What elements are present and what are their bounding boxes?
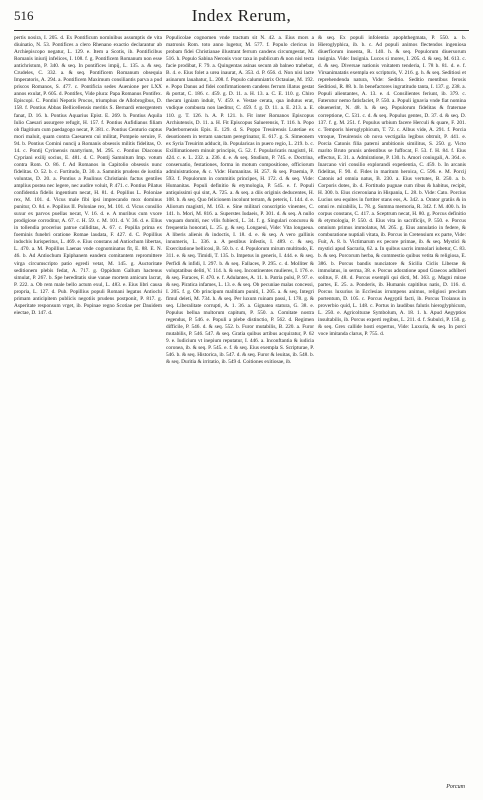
index-column-right — [318, 35, 466, 338]
column-text: pertis nosira, I. 205. d. Ex Pontificum nominibus assumptis de vita diuinatio, N. 53. Pontifices a clero Rhenano exactio declarantur ab Archiepiscopo negatur, L. 129. e. Item a Scotis, ib. Pontificibus Romanis iniurij infelices, I. 108. f. g. Pontificem Romanum non esse antichristum, P. 340. & seq. In pontifices impij, L. 135. a. & seq. Crudeles, C. 332. a. & seq. Pontificem Romanum obsequia Imperatoris, A. 294. a. Pontificem Maximum consiliantis parva a pud priscos Romanos, S. 477. c. Pontificia sedes Auenione per LXX annos exulat, P. 605. d. Pontifex, Vide plura: Papa Romanus Pontifex. Episcopi. C. Pontini Nepotis Procos, triumphus de Allobrogibus, D. 158. f. Pontius Abbas Bellicellensis meritis S. Bernardi emergentem fanat, D. 16. h. Pontius Aquarius Epist. E. 269. b. Pontius Aquila Iulio Caesari assurgere refugit, H. 157. f. Pontius Aufidianus filiam ob flagitium cum paedagogo necat, P. 381. c. Pontius Centurio captus mori maluit, quam contra Caesarem cui militat, Pompeio seruire, F. 94. b. Pontius Comini nuncij a Romanis obsessis militis fidelitas, O. 14. c. Pontij Cyrinensis martyrium, M. 295. c. Pontius Diaconus Cypriani exilij socius, E. 481. d. C. Pontij Samnitum Imp. votum contra Rom. O. 86. f. Ad Romanos in Capitolio obsessis nunc fidelitas. O. 52. b. c. Fortitudo, D. 30. a. Samnitis prudens de iustitia voluntas, D. 20. a. Pontius a Paulinus Christianis factus gentiles amplius postea nec legere, nec audire voluit, P. 471. c. Pontius Pilatus confidentia fidelis ingentium necat, H. 81. d. Popilius L. Poloniae rex, M. 101. d. Vicus male fibi ipsi imprecando mox dominus punitur, O. 84. e. Popilius II. Poloniae rex, M. 101. d. Vicus consilio suxur ex parvos puellas necat, V. 16. d. e. A muribus cum vxore prodigiose corroditur, A. 67. c. H. 59. c. M. 101. d. V. 36. d. e. Elius in tollendia procerius patrue calliditas, A. 67. c. Popilia prima ex foeminis funebri oratione Romae laudata, F. 427. d. C. Popillius indochis Iurisperitus, L. 469. e. Eius constans ad Antiochum libertas, L. 470. a. M. Popillius Laenas vnde cognominatus fit, E. 88. E. N. 46. b. Ad Antiochum Epiphanem eandem comitantem repromittere virga circumscripto patio egredi vetat, M. 145. g. Auctoritate seditionem plebis fedat, A. 717. g. Oppidum Gallum hactenus simulat, P. 267. b. Spe hereditatis siue vanae mortem amicum lacrat, P. 222. a. Ob rem male bello actum exul, L. 483. e. Eius libri causa propria, L. 127. d. Pub. Popillius populi Romani legatus Antiochi primam anticipitem publicis negotiis prudens postponit, P. 817. g. Asperitate responsum vrget, ib. Popinae regno Scotiae per Dauidem eiectae, D. 147. d. — [14, 35, 162, 316]
column-text: & seq. Ex populi infolentia apophthegmata, P. 550. a. b. Hieroglyphica, ib. b. c. Ad populi animos flectendos ingeniosa diuerfiorum inuenta, R. 140. h. & seq. Populorum diuersorum insignia. Vide: Insignia. Lucos si mores, I. 205. d. & seq. M. 613. c. d. & seq. Diversae nationis vnitatem tenderia, I. 78 b. 81. d. e. f. Virsanimatatis exempla ex scripturis, V. 216. g. h. & seq. Seditiosi et reprehendenda natura, Vide: Seditio. Seditio mentibus ferosis Seditiosi, R. 88. b. In benefactores ingratitudo tanta, I. 137. g. 238. a. Populi alientantes, A. 13. e. 4. Consilientes feriunt, ib. 379. c. Faterutur nemo fatisfaciet, P. 550. a. Populi ignavia vnde fiat nomina obuenerint, N. 48. h. & seq. Populorum fidelitas & fraternae correptione, C. 531. c. d. & seq. Populus gentes, D. 37. d. & seq. D. 137. f. g. M. 251. f. Populus urbium facere Herculi & quare, F. 201. c. Temporis hieroglyphicum, T. 72. c. Albus vide, A. 291. f. Porcia vtroque, Treuirensis ob nova vectigalia legibus obtruit, P. 441. e. Porcia Catonis filia paterni ambitionis similitus, S. 250. g. Victo marito Bruto prunis ardentibus se fuffocat, F. 53. f. H. 84. f. Eius effectus, E. 31. a. Admiratione, P. 130. h. Amori coniugali, A. 364. e. Inarcano viri consilio explorandi expetientia, C. 459. b. In arcanis fidelitas, F. 90. d. Fides in maritum heroica, C. 596. e. M. Porcij Catonis ad omnia natus, B. 230. a. Eius vertutes, B. 250. a. b. Corporis dotes, ib. d. Fortitudo pugnae cum ribus & habitus, recipit, H. 300. b. Eius ciceroniana in Hispania, L. 28. b. Vide: Cato. Porcius Lucius seu equites in fortiter stans eos, A. 342. a. Orator gratiis & in omni re. mirabilis, L. 78. g. Summa memoria, R. 342. f. M. 400. h. In corpus constans, C. 417. a. Sceptrum necat, H. 80. g. Porcus definitio & etymologia, P. 550. d. Eius vita in sacrificijs, P. 550. e. Porcus omnium primus immolatus, M. 265. g. Eius annulatio in federe, & comburatione nuptiali vitata, ib. Porcus in Cretensium ex parte, Vide: Fuit, A. 8. b. Victimarum ex pecore primae, ib. & seq. Mystici & mystici apud Sacraria, 62. a. In quibus sacris immolari iubetur, C. 83. b. & seq. Porcorum herba, & commestio quibus vetita & religiosa, E. 386. b. Porcus bandis nunciatore & Sicilia Ciclis Liberae & immolatus, in serma, 38. e. Porcus adoratione apud Graecos adhiberi solitus, F. 48. d. Porcus exempli qui dicti, M. 363. g. Magni mirae partes, E. 25. a. Ponderis, ib. Humanis capitibus natis, D. 116. d. Porcus luxurius in Ecclesias irrumpens animus, religiosi precium portentum, D. 105. c. Porcus Aegyptii facti, ib. Porcus Troianus in proverbio quid, L. 148. c. Portus in laudibus falutis hieroglyphicum, L. 250. e. Agricolturae Symbolum, A. 18. 1. h. Apud Aegyptios insultabilis, ib. Porcus experti regibus, L. 211. d. f. Subulci, P. 150. g. & seq. Grex callide hosti expertus, Vide: Luxuria, & seq. In porci voce imitanda clarus, P. 755. d. — [318, 35, 466, 337]
page-header — [14, 6, 469, 30]
index-column-middle — [166, 35, 314, 366]
page-number: 516 — [14, 8, 34, 23]
header-rule — [14, 30, 469, 31]
page-title: Index Rerum, — [191, 6, 292, 25]
index-column-left — [14, 35, 162, 317]
column-text: Populicolae cognomen vnde tractum sit N. 42. a. Eius mors a matronis Rom. toto anno lugetur, M. 577. f. Populo clericus in probam fidei Christianae illustrant ferrum candens circumgestat, M. 516. h. Populo Sabina Neronis vxor taxa in publicum & non nisi tecta facie prodibat, F. 79. a. Quingentas asinas secum ab balneo trahebat, B. 4. e. Eius folet a urea inaurat, A. 353. d. P. 656. d. Non nisi lacte asinarum lauabatur, L. 208. f. Populo calumniatrix Octauiae, M. 192. e. Popo Danus ad fidei confirmationem candens ferrum illatus gestat & portat, C. 186. c. 459. g. D. 11. a. H. 13. a. C. E. 110. g. Chiro thecam igniam induit, V. 459. e. Vestae cerata, qua indutus erat, vndique combusta non laeditur, C. 459. f. g. D. 11. a. E. 213. a. E. 110. g. T. 126. h. A. P. 121. h. Fit inter Romanos Episcopus Archiutensis, D. 11. a. H. Fit Episcopus Saluerensis, T. 116. h. Popo Paderbornensis Epis. E. 129. d. S. Poppo Treuirensis Lutetiae ex deuotionem in terram sanctam peregrinatur, E. 617. g. S. Simeonem ex Syria Treuirim adducit, ib. Popularicas in puero regio, L. 219. b. c. Exillimationem minuit principis, G. 52. f. Popularicatis magistri, H. 424. c. e. L. 232. a. 236. d. e. & seq. Studium, P. 745. e. Doctrina, conseruatio, festationes, forma in motum compositione, officiorum administratione, & c. Vide: Humanitas. H. 257. & seq. Praemia, P. 593. f. Populorum in commitis principes, H. 172. d. & seq. Vide: Humanitas. Populi definitio & etymologia, P. 545. e. f. Populi antiquissimi qui sint, A. 725. a. & seq. a diis originis deducentes, H. 108. b. & seq. Quo felicionem incolunt terram, & peteris, I. 144. d. e. Aliorum magistri, M. 163. e. Sine militari conscriptio vinentes, C. 141. h. Mori, M. 816. a. Superstes Iudaeis, P. 301. d. & seq. A nullo vnquam domiti, nec vllis fubiecti, L. 34. f. g. Singulari concursu & frequentia honorati, L. 25. g. & seq. Longaeui, Vide: Vita longaeua. A liberis alienis & indoctis, I. 18. d. e. & seq. A vero gallinis innumeris, L. 336. a. A pestibus infestis, I. 489. c. & seq. Exercitatione bellicosi, B. 50. b. c. d. Populorum mirum multitudo, E. 311. e. & seq. Timidi, T. 135. b. Impetus in generis, I. 444. e. & seq. Perfidi & infidi, I. 297. b. & seq. Fallaces, P. 295. c. d. Molliter & voluptatibus deliti, V. 114. h. & seq. Incontinentes mulieres, I. 176. e. & seq. Furaces, F. 470. e. f. Adulantes, A. 11. h. Patria pulsi, P. 97. e. & seq. Piratica infames, L. 13. e. & seq. Ob pecuniae malas concessi, I. 205. f. g. Ob principum malitiam puniti, I. 205. a. & seq. Integri fimul deleti, M. 734. h. & seq. Per luxum ruinam passi, I. 178. g. & seq. Liberalitate corrupti, A. 1. 36. a. Gignatea statura, G. 38. e. Populus bellua multorum capitum, P. 550. a. Comitate nostra regendus, P. 546. e. Populi a plebe distinctio, P. 562. d. Regimen difficile, P. 546. d. & seq. 552. b. Furor mutabilis, B. 220. a. Furor mutabilis, P. 546. 547. & seq. Gratia quibus artibus acquiratur, P. 62 9. e. Iudicium vt inepium reputatur, I. 446. a. Inconftantia & iudicia coronea, ib. & seq. P. 545. e. f. & seq. Eius exempla S. Scripturae, P. 546. b. & seq. Historica, ib. 547. d. & seq. Furor & leuitas, ib. 548. b. & seq. Duritia & irritatio, ib. 549 d. Coitiones exitiosae, ib. — [166, 35, 314, 366]
catchword: Porcum — [446, 784, 465, 790]
